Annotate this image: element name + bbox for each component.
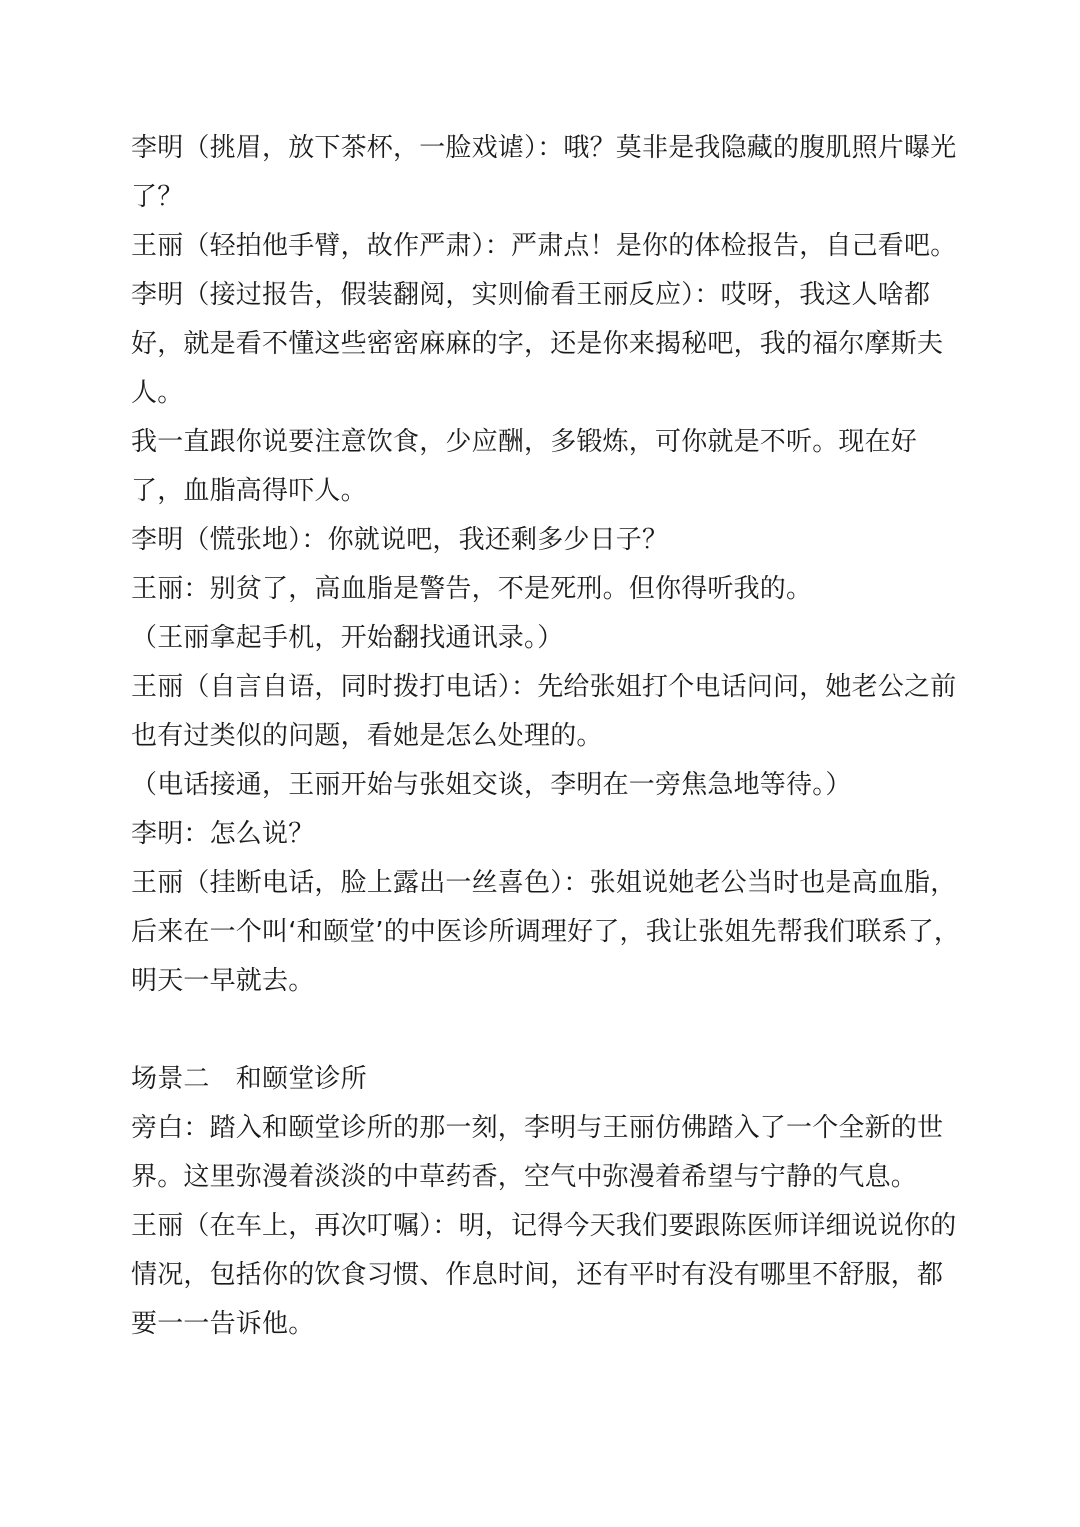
paragraph: 王丽（轻拍他手臂，故作严肃）：严肃点！是你的体检报告，自己看吧。	[131, 231, 957, 261]
paragraph: 我一直跟你说要注意饮食，少应酬，多锻炼，可你就是不听。现在好了，血脂高得吓人。	[131, 427, 918, 506]
stage-direction: （王丽拿起手机，开始翻找通讯录。）	[131, 623, 564, 653]
paragraph: 王丽（自言自语，同时拨打电话）：先给张姐打个电话问问，她老公之前也有过类似的问题，看她是怎么处理的。	[131, 672, 957, 751]
section-spacer	[131, 1006, 961, 1055]
paragraph: 李明：怎么说？	[131, 819, 315, 849]
paragraph: 李明（接过报告，假装翻阅，实则偷看王丽反应）：哎呀，我这人啥都好，就是看不懂这些密密麻麻的字，还是你来揭秘吧，我的福尔摩斯夫人。	[131, 280, 944, 408]
paragraph: 王丽（挂断电话，脸上露出一丝喜色）：张姐说她老公当时也是高血脂，后来在一个叫‘和颐堂’的中医诊所调理好了，我让张姐先帮我们联系了，明天一早就去。	[131, 868, 961, 996]
paragraph: 王丽（在车上，再次叮嘱）：明，记得今天我们要跟陈医师详细说说你的情况，包括你的饮食习惯、作息时间，还有平时有没有哪里不舒服，都要一一告诉他。	[131, 1211, 957, 1339]
stage-direction: （电话接通，王丽开始与张姐交谈，李明在一旁焦急地等待。）	[131, 770, 852, 800]
document-page	[131, 124, 961, 1349]
paragraph: 李明（挑眉，放下茶杯，一脸戏谑）：哦？莫非是我隐藏的腹肌照片曝光了？	[131, 133, 957, 212]
paragraph: 李明（慌张地）：你就说吧，我还剩多少日子？	[131, 525, 669, 555]
paragraph: 旁白：踏入和颐堂诊所的那一刻，李明与王丽仿佛踏入了一个全新的世界。这里弥漫着淡淡的中草药香，空气中弥漫着希望与宁静的气息。	[131, 1113, 944, 1192]
paragraph: 王丽：别贫了，高血脂是警告，不是死刑。但你得听我的。	[131, 574, 813, 604]
scene-title: 场景二 和颐堂诊所	[131, 1064, 367, 1094]
